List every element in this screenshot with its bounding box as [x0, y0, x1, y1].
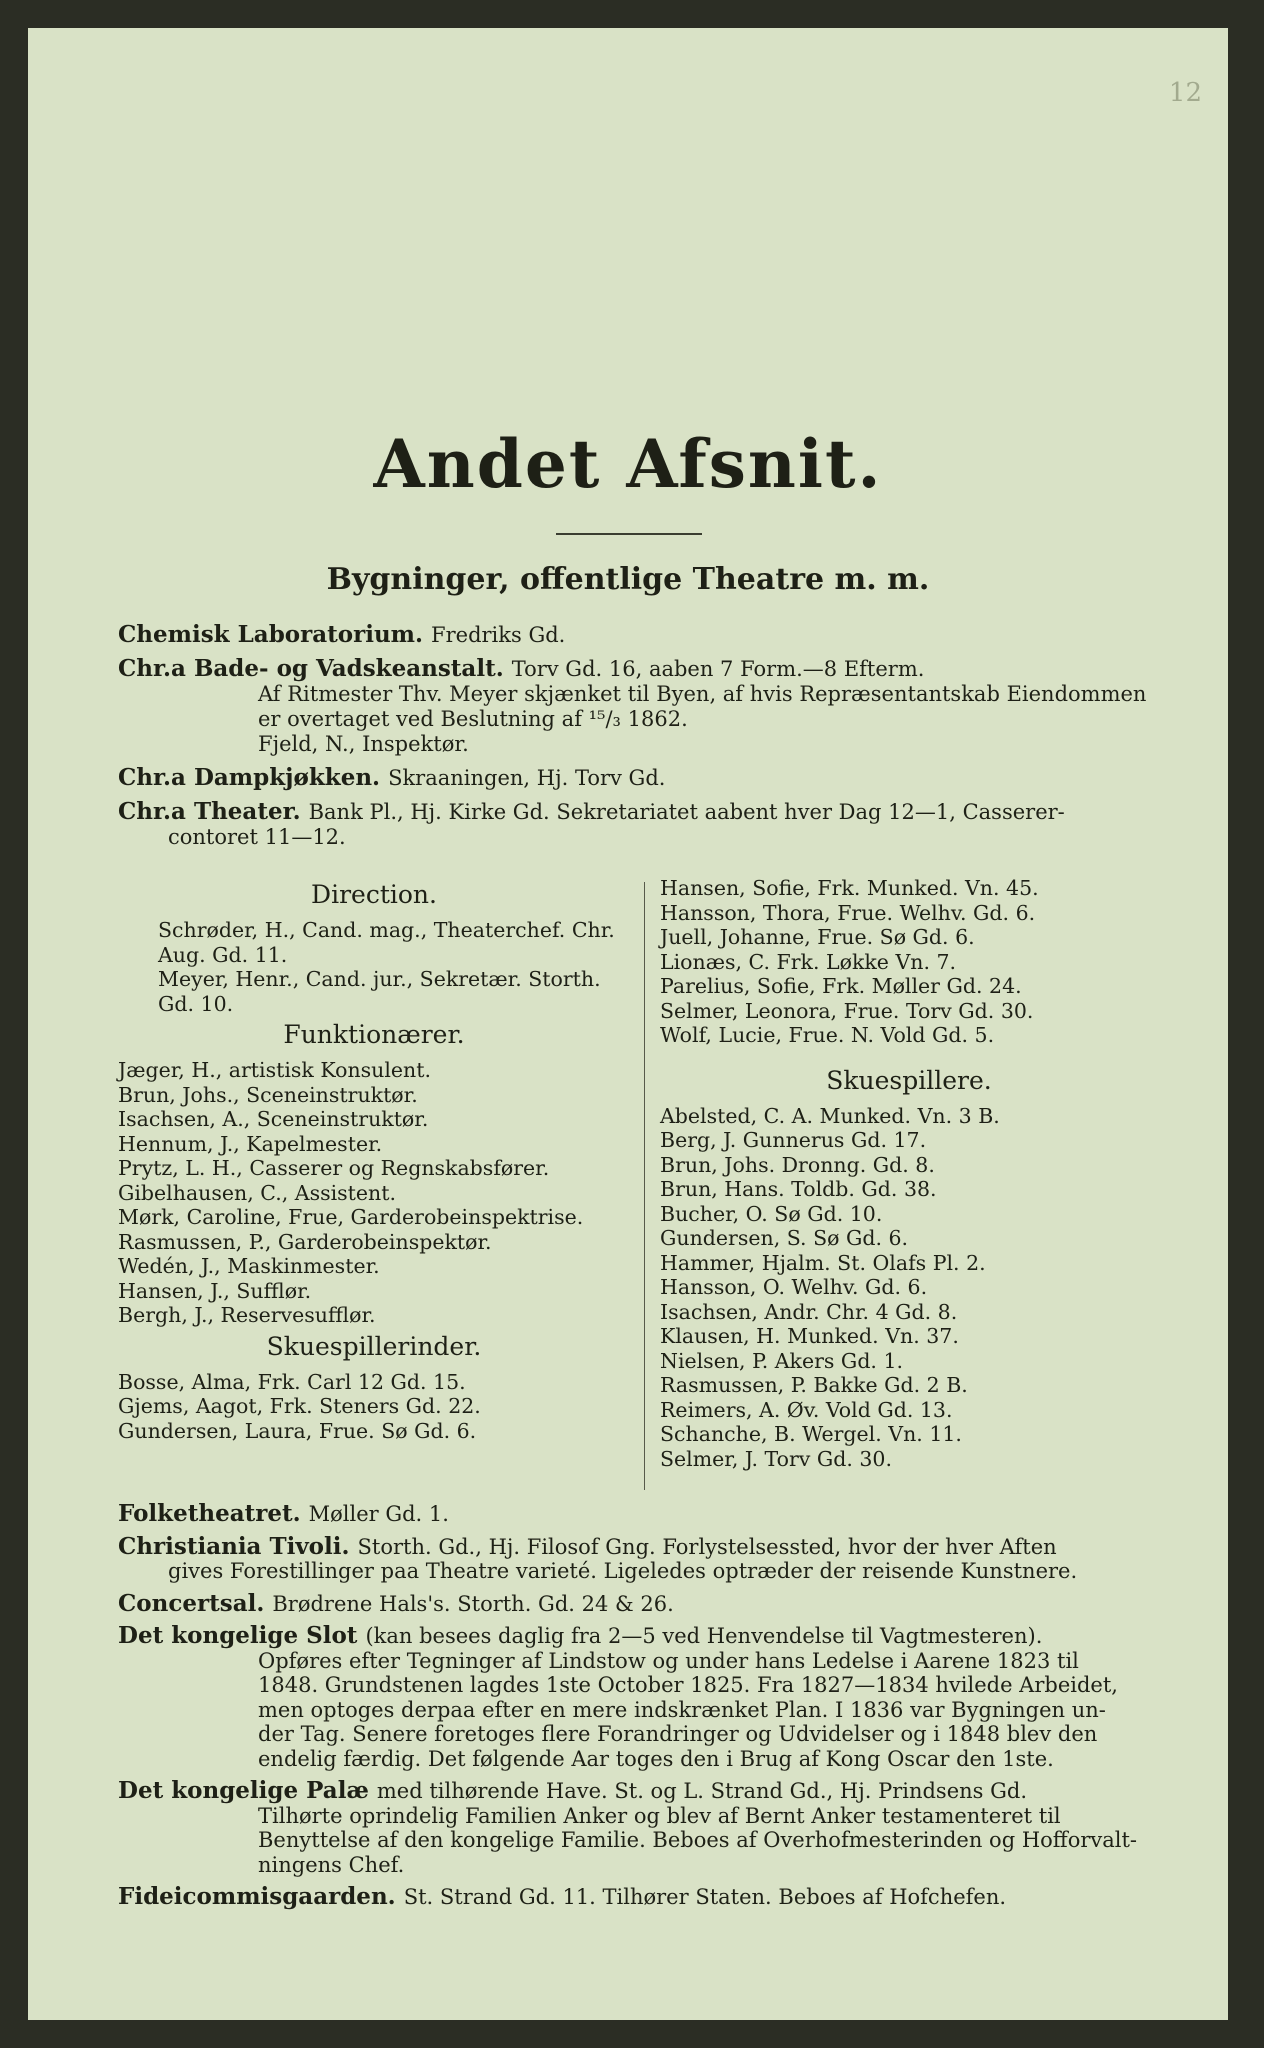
skuespiller-row: Abelsted, C. A. Munked. Vn. 3 B.: [660, 1103, 1000, 1128]
entry-continuation: contoret 11—12.: [168, 825, 346, 849]
skuespiller-row: Klausen, H. Munked. Vn. 37.: [660, 1324, 959, 1348]
skuespiller-row: Hansson, O. Welhv. Gd. 6.: [660, 1275, 928, 1299]
entry-name: Chr.a Bade- og Vadskeanstalt.: [118, 655, 504, 682]
entry-text: Storth. Gd., Hj. Filosof Gng. Forlystelsessted, hvor der hver Aften: [357, 1534, 1057, 1559]
entry-continuation: gives Forestillinger paa Theatre varieté. Ligeledes optræder der reisende Kunstnere.: [168, 1559, 1078, 1583]
skuespiller-row: Reimers, A. Øv. Vold Gd. 13.: [660, 1397, 953, 1422]
entry-detail-line: endelig færdig. Det følgende Aar toges den i Brug af Kong Oscar den 1ste.: [258, 1746, 1054, 1771]
funktionaer-row: Wedén, J., Maskinmester.: [118, 1254, 380, 1278]
entry: [118, 656, 1158, 757]
entry-detail-line: Af Ritmester Thv. Meyer skjænket til Byen, af hvis Repræsentantskab Eiendommen: [258, 682, 1147, 706]
theater-columns: [118, 876, 1158, 1498]
heading-rule: [556, 533, 702, 535]
entry: [118, 799, 1158, 850]
skuespillerinde-row: Gjems, Aagot, Frk. Steners Gd. 22.: [118, 1394, 481, 1418]
entry-detail-line: men optoges derpaa efter en mere indskrænket Plan. I 1836 var Bygningen un-: [258, 1697, 1106, 1722]
skuespillerinde-row: Wolf, Lucie, Frue. N. Vold Gd. 5.: [660, 1023, 995, 1047]
funktionaer-row: Isachsen, A., Sceneinstruktør.: [118, 1107, 429, 1131]
entry-line: [118, 1885, 1158, 1910]
entry-name: Fideicommisgaarden.: [118, 1883, 396, 1910]
skuespiller-row: Brun, Johs. Dronng. Gd. 8.: [660, 1152, 935, 1177]
funktionaer-row: Gibelhausen, C., Assistent.: [118, 1180, 397, 1205]
top-entries: [118, 622, 1158, 858]
section-subheading: Bygninger, offentlige Theatre m. m.: [326, 562, 930, 597]
entry-line: [118, 1779, 1158, 1804]
entry-name: Det kongelige Palæ: [118, 1777, 369, 1804]
entry-detail-line: der Tag. Senere foretoges flere Forandringer og Udvidelser og i 1848 blev den: [258, 1722, 1098, 1746]
skuespillerinder-title: Skuespillerinder.: [266, 1331, 482, 1361]
entry-line: [118, 1624, 1158, 1649]
entry-detail-line: 1848. Grundstenen lagdes 1ste October 1825. Fra 1827—1834 hvilede Arbeidet,: [258, 1673, 1118, 1697]
skuespillerinde-row: Bosse, Alma, Frk. Carl 12 Gd. 15.: [118, 1369, 466, 1394]
skuespiller-row: Hammer, Hjalm. St. Olafs Pl. 2.: [660, 1250, 986, 1275]
skuespillere-title: Skuespillere.: [826, 1065, 992, 1095]
skuespillerinde-row: Hansson, Thora, Frue. Welhv. Gd. 6.: [660, 900, 1036, 925]
entry-line: [118, 1532, 1158, 1560]
entry-detail-line: Tilhørte oprindelig Familien Anker og blev af Bernt Anker testamenteret til: [258, 1803, 1061, 1828]
direction-row: Meyer, Henr., Cand. jur., Sekretær. Storth. Gd. 10.: [158, 967, 601, 1016]
entry: [118, 1885, 1158, 1910]
skuespillerinde-row: Hansen, Sofie, Frk. Munked. Vn. 45.: [660, 876, 1039, 900]
entry-detail-line: er overtaget ved Beslutning af ¹⁵/₃ 1862.: [258, 707, 688, 731]
funktionaer-row: Prytz, L. H., Casserer og Regnskabsfører.: [118, 1156, 550, 1180]
entry-name: Chr.a Theater.: [118, 798, 301, 825]
entry: [118, 765, 1158, 791]
entry-name: Folketheatret.: [118, 1500, 301, 1527]
funktionaer-row: Jæger, H., artistisk Konsulent.: [118, 1058, 432, 1082]
direction-title: Direction.: [311, 880, 437, 909]
funktionaer-row: Mørk, Caroline, Frue, Garderobeinspektrise.: [118, 1205, 584, 1229]
funktionaerer-title: Funktionærer.: [283, 1020, 465, 1049]
entry-text: Torv Gd. 16, aaben 7 Form.—8 Efterm.: [511, 657, 925, 681]
page-marker: 12: [1168, 78, 1202, 108]
skuespiller-row: Rasmussen, P. Bakke Gd. 2 B.: [660, 1373, 968, 1397]
funktionaer-row: Hennum, J., Kapelmester.: [118, 1131, 383, 1156]
entry-name: Det kongelige Slot: [118, 1622, 358, 1649]
entry-name: Concertsal.: [118, 1589, 265, 1617]
entry-text: St. Strand Gd. 11. Tilhører Staten. Beboes af Hofchefen.: [403, 1885, 1007, 1909]
funktionaer-row: Hansen, J., Sufflør.: [118, 1278, 312, 1303]
entry-detail-line: ningens Chef.: [258, 1852, 405, 1877]
funktionaer-row: Bergh, J., Reservesufflør.: [118, 1303, 376, 1327]
funktionaer-row: Brun, Johs., Sceneinstruktør.: [118, 1082, 418, 1107]
skuespiller-row: Selmer, J. Torv Gd. 30.: [660, 1446, 892, 1471]
entry-line: [118, 622, 1158, 648]
direction-row: Schrøder, H., Cand. mag., Theaterchef. Chr. Aug. Gd. 11.: [158, 918, 615, 967]
document-page: [28, 28, 1228, 2020]
entry-line: [118, 1502, 1158, 1527]
skuespiller-row: Brun, Hans. Toldb. Gd. 38.: [660, 1177, 937, 1201]
entry-detail-line: Opføres efter Tegninger af Lindstow og under hans Ledelse i Aarene 1823 til: [258, 1648, 1079, 1673]
entry: [118, 1532, 1158, 1584]
bottom-entries: [118, 1502, 1158, 1918]
entry-line: [118, 765, 1158, 791]
entry-name: Chemisk Laboratorium.: [118, 621, 424, 648]
entry-detail-line: Benyttelse af den kongelige Familie. Beboes af Overhofmesterinden og Hofforvalt-: [258, 1828, 1138, 1852]
skuespillerinde-row: Selmer, Leonora, Frue. Torv Gd. 30.: [660, 998, 1034, 1023]
entry-text: Møller Gd. 1.: [308, 1502, 449, 1526]
entry-text: (kan besees daglig fra 2—5 ved Henvendelse til Vagtmesteren).: [365, 1624, 1043, 1648]
left-column: [118, 876, 630, 1443]
entry: [118, 1589, 1158, 1617]
column-divider: [644, 882, 645, 1490]
entry: [118, 1779, 1158, 1877]
entry-name: Chr.a Dampkjøkken.: [118, 764, 381, 791]
entry: [118, 622, 1158, 648]
entry-text: med tilhørende Have. St. og L. Strand Gd., Hj. Prindsens Gd.: [376, 1779, 1027, 1803]
entry-text: Fredriks Gd.: [431, 623, 566, 647]
skuespiller-row: Isachsen, Andr. Chr. 4 Gd. 8.: [660, 1299, 958, 1324]
entry-line: [118, 656, 1158, 682]
entry-line: [118, 799, 1158, 825]
skuespillerinde-row: Parelius, Sofie, Frk. Møller Gd. 24.: [660, 974, 1022, 998]
entry-text: Brødrene Hals's. Storth. Gd. 24 & 26.: [272, 1591, 674, 1616]
entry-text: Skraaningen, Hj. Torv Gd.: [388, 766, 666, 790]
skuespiller-row: Bucher, O. Sø Gd. 10.: [660, 1201, 883, 1226]
entry-line: [118, 1589, 1158, 1617]
skuespiller-row: Berg, J. Gunnerus Gd. 17.: [660, 1128, 927, 1152]
skuespillerinde-row: Juell, Johanne, Frue. Sø Gd. 6.: [660, 925, 975, 949]
skuespillerinde-row: Gundersen, Laura, Frue. Sø Gd. 6.: [118, 1418, 477, 1443]
section-heading: Andet Afsnit.: [373, 425, 883, 503]
right-column: [660, 876, 1158, 1471]
entry: [118, 1502, 1158, 1527]
skuespillerinde-row: Lionæs, C. Frk. Løkke Vn. 7.: [660, 949, 957, 974]
entry: [118, 1624, 1158, 1771]
entry-name: Christiania Tivoli.: [118, 1532, 350, 1560]
entry-text: Bank Pl., Hj. Kirke Gd. Sekretariatet aabent hver Dag 12—1, Casserer-: [308, 800, 1065, 824]
funktionaer-row: Rasmussen, P., Garderobeinspektør.: [118, 1229, 492, 1254]
skuespiller-row: Nielsen, P. Akers Gd. 1.: [660, 1348, 904, 1373]
skuespiller-row: Schanche, B. Wergel. Vn. 11.: [660, 1422, 962, 1446]
entry-detail-line: Fjeld, N., Inspektør.: [258, 732, 469, 756]
skuespiller-row: Gundersen, S. Sø Gd. 6.: [660, 1226, 909, 1250]
